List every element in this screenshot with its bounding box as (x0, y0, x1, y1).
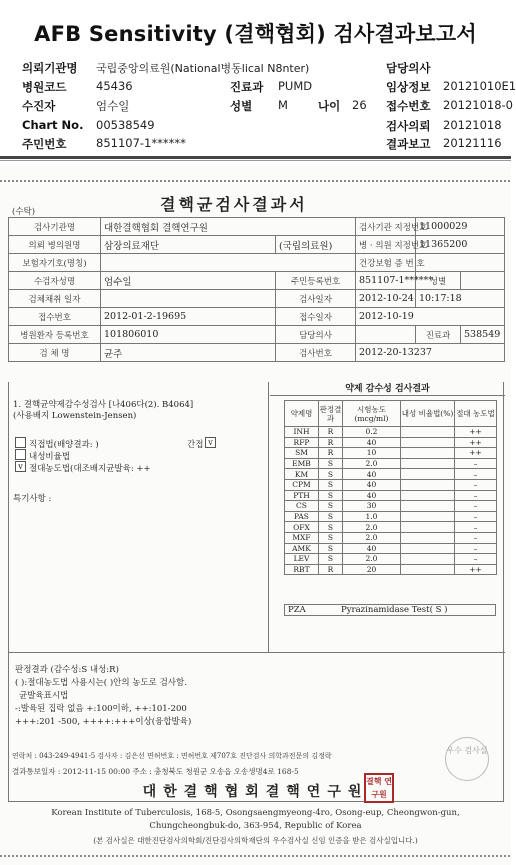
institute-address-en-2: Chungcheongbuk-do, 363-954, Republic of Korea (149, 821, 362, 831)
drug-cell: 40 (343, 437, 401, 448)
drug-cell (401, 458, 455, 469)
exam-req-label: 검사의뢰 (386, 119, 431, 133)
cell-value: 균주 (101, 344, 276, 362)
chart-label: Chart No. (22, 118, 84, 132)
institute-seal: 결핵 연구원 (364, 773, 394, 803)
cell-value (356, 326, 416, 344)
drug-cell: ++ (455, 564, 497, 575)
cell-value: 851107-1****** (356, 272, 416, 290)
scan-title: 결핵균검사결과서 (160, 195, 308, 214)
report-title: AFB Sensitivity (결핵협회) 검사결과보고서 (34, 22, 477, 46)
dept-label: 진료과 (230, 80, 264, 94)
drug-row (285, 437, 497, 448)
drug-row (285, 501, 497, 512)
clin-value: 20121010E1 (443, 79, 516, 93)
hosp-code-value: 45436 (96, 79, 133, 93)
judge-line: ( ):절대농도법 사용시는( )안의 농도로 검사함. (15, 678, 187, 688)
cell-label: 보험자기호(명칭) (9, 254, 101, 272)
drug-cell: LEV (285, 554, 319, 565)
form-row (9, 218, 505, 236)
rrn-label: 주민번호 (22, 137, 67, 151)
cell-label: 검사일자 (276, 290, 356, 308)
form-row (9, 254, 505, 272)
drug-cell: 40 (343, 469, 401, 480)
drug-cell: 2.0 (343, 532, 401, 543)
cell-label: 접수번호 (9, 308, 101, 326)
recv-value: 20121018-0 (443, 98, 513, 112)
drug-cell: S (319, 554, 343, 565)
drug-col-header: 절대 농도법 (455, 401, 497, 427)
drug-cell: S (319, 522, 343, 533)
judge-line: +++:201 -500, ++++:+++이상(융합발육) (15, 717, 192, 727)
drug-cell (401, 511, 455, 522)
drug-table (284, 400, 497, 575)
drug-cell: MXF (285, 532, 319, 543)
drug-cell: 30 (343, 501, 401, 512)
cell-label: 접수일자 (276, 308, 356, 326)
report-header (0, 0, 516, 165)
drug-cell: 40 (343, 490, 401, 501)
cell-label: 수검자성명 (9, 272, 101, 290)
drug-cell: – (455, 501, 497, 512)
dept-value: PUMD (278, 79, 313, 93)
cell-value: 2012-10-19 (356, 308, 505, 326)
drug-col-header: 판정결과 (319, 401, 343, 427)
cell-label: 진료과 (416, 326, 461, 344)
drug-row (285, 554, 497, 565)
method-direct: 직접법(배양결과: ) (29, 440, 99, 450)
drug-cell: – (455, 554, 497, 565)
drug-cell: – (455, 532, 497, 543)
drug-cell (401, 532, 455, 543)
drug-cell: – (455, 458, 497, 469)
drug-cell (401, 479, 455, 490)
judgement-legend (9, 652, 505, 802)
age-value: 26 (352, 98, 367, 112)
drug-row (285, 427, 497, 438)
drug-col-header: 시험농도 (mcg/ml) (343, 401, 401, 427)
cell-value (101, 254, 356, 272)
cell-value: 11365200 (416, 236, 505, 254)
drug-cell: S (319, 511, 343, 522)
drug-col-header: 약제명 (285, 401, 319, 427)
drug-cell: ++ (455, 437, 497, 448)
doctor-label: 담당의사 (386, 61, 431, 75)
drug-cell (401, 501, 455, 512)
drug-cell: – (455, 511, 497, 522)
cell-label: 병 · 의원 지정번호 (356, 236, 416, 254)
cell-label: 검사번호 (276, 344, 356, 362)
method-resist: 내성비율법 (29, 452, 71, 462)
method-indirect: 간접 (187, 440, 204, 450)
drug-cell (401, 564, 455, 575)
result-value: 20121116 (443, 136, 502, 150)
drug-cell: OFX (285, 522, 319, 533)
perforation-top (0, 180, 511, 182)
drug-row (285, 448, 497, 459)
drug-cell: RFP (285, 437, 319, 448)
drug-row (285, 511, 497, 522)
cell-value: 삼장의료재단 (101, 236, 276, 254)
drug-cell: 20 (343, 564, 401, 575)
drug-cell (401, 469, 455, 480)
drug-row (285, 564, 497, 575)
drug-cell: 40 (343, 479, 401, 490)
drug-cell: R (319, 427, 343, 438)
drug-cell: 2.0 (343, 522, 401, 533)
drug-table-body (285, 427, 497, 575)
drug-cell: ++ (455, 448, 497, 459)
test-name: 1. 결핵균약제감수성검사 [나406다(2). B4064] (13, 400, 194, 410)
sex-label: 성별 (230, 99, 253, 113)
hosp-code-label: 병원코드 (22, 80, 67, 94)
drug-cell: – (455, 490, 497, 501)
header-divider (0, 156, 511, 159)
judge-line: 균발육표시법 (19, 691, 69, 701)
special-notes: 특기사항 : (13, 494, 52, 504)
drug-cell: 40 (343, 543, 401, 554)
pza-label: PZA (288, 605, 306, 615)
drug-row (285, 543, 497, 554)
cell-label: 성별 (416, 272, 461, 290)
drug-cell: – (455, 469, 497, 480)
certification-seal: 우수 검사실 (445, 737, 489, 781)
method-abs: 절대농도법(대조배지균발육: ++ (29, 464, 151, 474)
cell-value: (국립의료원) (276, 236, 356, 254)
drug-cell: 10 (343, 448, 401, 459)
collector-value: 엄수일 (96, 99, 130, 113)
institute-name-kr: 대한결핵협회결핵연구원 (142, 784, 369, 800)
judge-line: 판정결과 (감수성:S 내성:R) (15, 665, 119, 675)
form-row (9, 326, 505, 344)
institute-address-en: Korean Institute of Tuberculosis, 168-5, Osongsaengmyeong-4ro, Osong-eup, Cheongwon-gun, (51, 808, 460, 818)
drug-header-row (285, 401, 497, 427)
drug-cell (401, 554, 455, 565)
pza-value: Pyrazinamidase Test( S ) (341, 605, 448, 615)
drug-cell (401, 437, 455, 448)
test-medium: (사용배지 Lowenstein-Jensen) (13, 411, 137, 421)
drug-cell (401, 427, 455, 438)
cell-value (101, 290, 276, 308)
cell-label: 검체채취 일자 (9, 290, 101, 308)
cell-value: 2012-10-24 (356, 290, 416, 308)
resist-checkbox (15, 449, 26, 460)
result-label: 결과보고 (386, 137, 431, 151)
abs-checkbox: v (15, 461, 26, 472)
cell-value: 11000029 (416, 218, 505, 236)
drug-cell: S (319, 543, 343, 554)
drug-row (285, 458, 497, 469)
form-row (9, 290, 505, 308)
cell-label: 검 체 명 (9, 344, 101, 362)
cell-value: 2012-01-2-19695 (101, 308, 276, 326)
drug-cell: KM (285, 469, 319, 480)
clin-label: 임상정보 (386, 80, 431, 94)
drug-cell: – (455, 543, 497, 554)
form-row (9, 344, 505, 362)
drug-cell: CPM (285, 479, 319, 490)
cell-value (416, 254, 505, 272)
drug-cell (401, 522, 455, 533)
drug-cell: SM (285, 448, 319, 459)
pza-row (284, 604, 496, 616)
cell-label: 병원환자 등록번호 (9, 326, 101, 344)
drug-row (285, 522, 497, 533)
cell-label: 주민등록번호 (276, 272, 356, 290)
phone-line: 연락처 : 043-249-4941-5 검사자 : 김은선 면허번호 : 면허번호 제707호 진단검사 의학과전문의 김정락 (12, 752, 332, 760)
institute-note: (본 검사실은 대한진단검사의학회/진단검사의학재단의 우수검사실 신임 인증을 받은 검사실입니다.) (93, 836, 418, 845)
judge-line: -:발육된 집락 없음 +:100이하, ++:101-200 (15, 704, 187, 714)
drug-table-title: 약제 감수성 검사결과 (270, 382, 505, 396)
drug-cell: PTH (285, 490, 319, 501)
drug-cell: S (319, 479, 343, 490)
indirect-checkbox: v (205, 437, 216, 448)
cell-value: 101806010 (101, 326, 276, 344)
drug-cell: RBT (285, 564, 319, 575)
req-org-value: 국립중앙의료원(National병동lical N8nter) (96, 62, 310, 75)
result-section (8, 382, 504, 802)
drug-cell: 0.2 (343, 427, 401, 438)
form-row (9, 272, 505, 290)
drug-cell: – (455, 522, 497, 533)
drug-cell: R (319, 448, 343, 459)
cell-value: 2012-20-13237 (356, 344, 505, 362)
collector-label: 수진자 (22, 99, 56, 113)
cell-value: 엄수일 (101, 272, 276, 290)
drug-cell (401, 543, 455, 554)
direct-checkbox (15, 437, 26, 448)
req-org-label: 의뢰기관명 (22, 61, 78, 75)
header-divider-thin (0, 160, 511, 161)
drug-cell: INH (285, 427, 319, 438)
cell-value: 10:17:18 (416, 290, 505, 308)
drug-cell: R (319, 437, 343, 448)
cell-value: 대한결핵협회 결핵연구원 (101, 218, 356, 236)
cell-label: 담당의사 (276, 326, 356, 344)
drug-cell: S (319, 501, 343, 512)
cell-label: 의뢰 병의원명 (9, 236, 101, 254)
drug-cell: S (319, 532, 343, 543)
cell-value: 538549 (461, 326, 505, 344)
drug-cell: – (455, 479, 497, 490)
chart-value: 00538549 (96, 118, 155, 132)
drug-cell: ++ (455, 427, 497, 438)
drug-cell: 1.0 (343, 511, 401, 522)
drug-cell (401, 490, 455, 501)
drug-col-header: 내성 비율법(%) (401, 401, 455, 427)
drug-cell (401, 448, 455, 459)
drug-cell: 2.0 (343, 458, 401, 469)
drug-cell: 2.0 (343, 554, 401, 565)
receipt-tag: (수탁) (12, 207, 36, 217)
drug-cell: R (319, 564, 343, 575)
cell-label: 건강보험 증 번 호 (356, 254, 416, 272)
form-row (9, 308, 505, 326)
drug-row (285, 469, 497, 480)
drug-cell: AMK (285, 543, 319, 554)
drug-cell: CS (285, 501, 319, 512)
drug-row (285, 532, 497, 543)
drug-cell: S (319, 490, 343, 501)
age-label: 나이 (318, 99, 341, 113)
patient-form-table (8, 217, 505, 362)
drug-cell: S (319, 469, 343, 480)
drug-row (285, 490, 497, 501)
drug-cell: PAS (285, 511, 319, 522)
sex-value: M (278, 98, 288, 112)
exam-req-value: 20121018 (443, 118, 502, 132)
scanned-document (0, 165, 511, 865)
drug-cell: S (319, 458, 343, 469)
cell-value (461, 272, 505, 290)
cell-label: 검사기관 지정번호 (356, 218, 416, 236)
drug-cell: EMB (285, 458, 319, 469)
form-row (9, 236, 505, 254)
test-method-panel (9, 382, 269, 652)
cell-label: 검사기관명 (9, 218, 101, 236)
drug-row (285, 479, 497, 490)
rrn-value: 851107-1****** (96, 136, 186, 150)
date-line: 결과통보일자 : 2012-11-15 00:00 주소 : 충청북도 청원군 오송읍 오송생명4로 168-5 (12, 767, 299, 776)
recv-label: 접수번호 (386, 99, 431, 113)
perforation-bottom (0, 855, 511, 857)
